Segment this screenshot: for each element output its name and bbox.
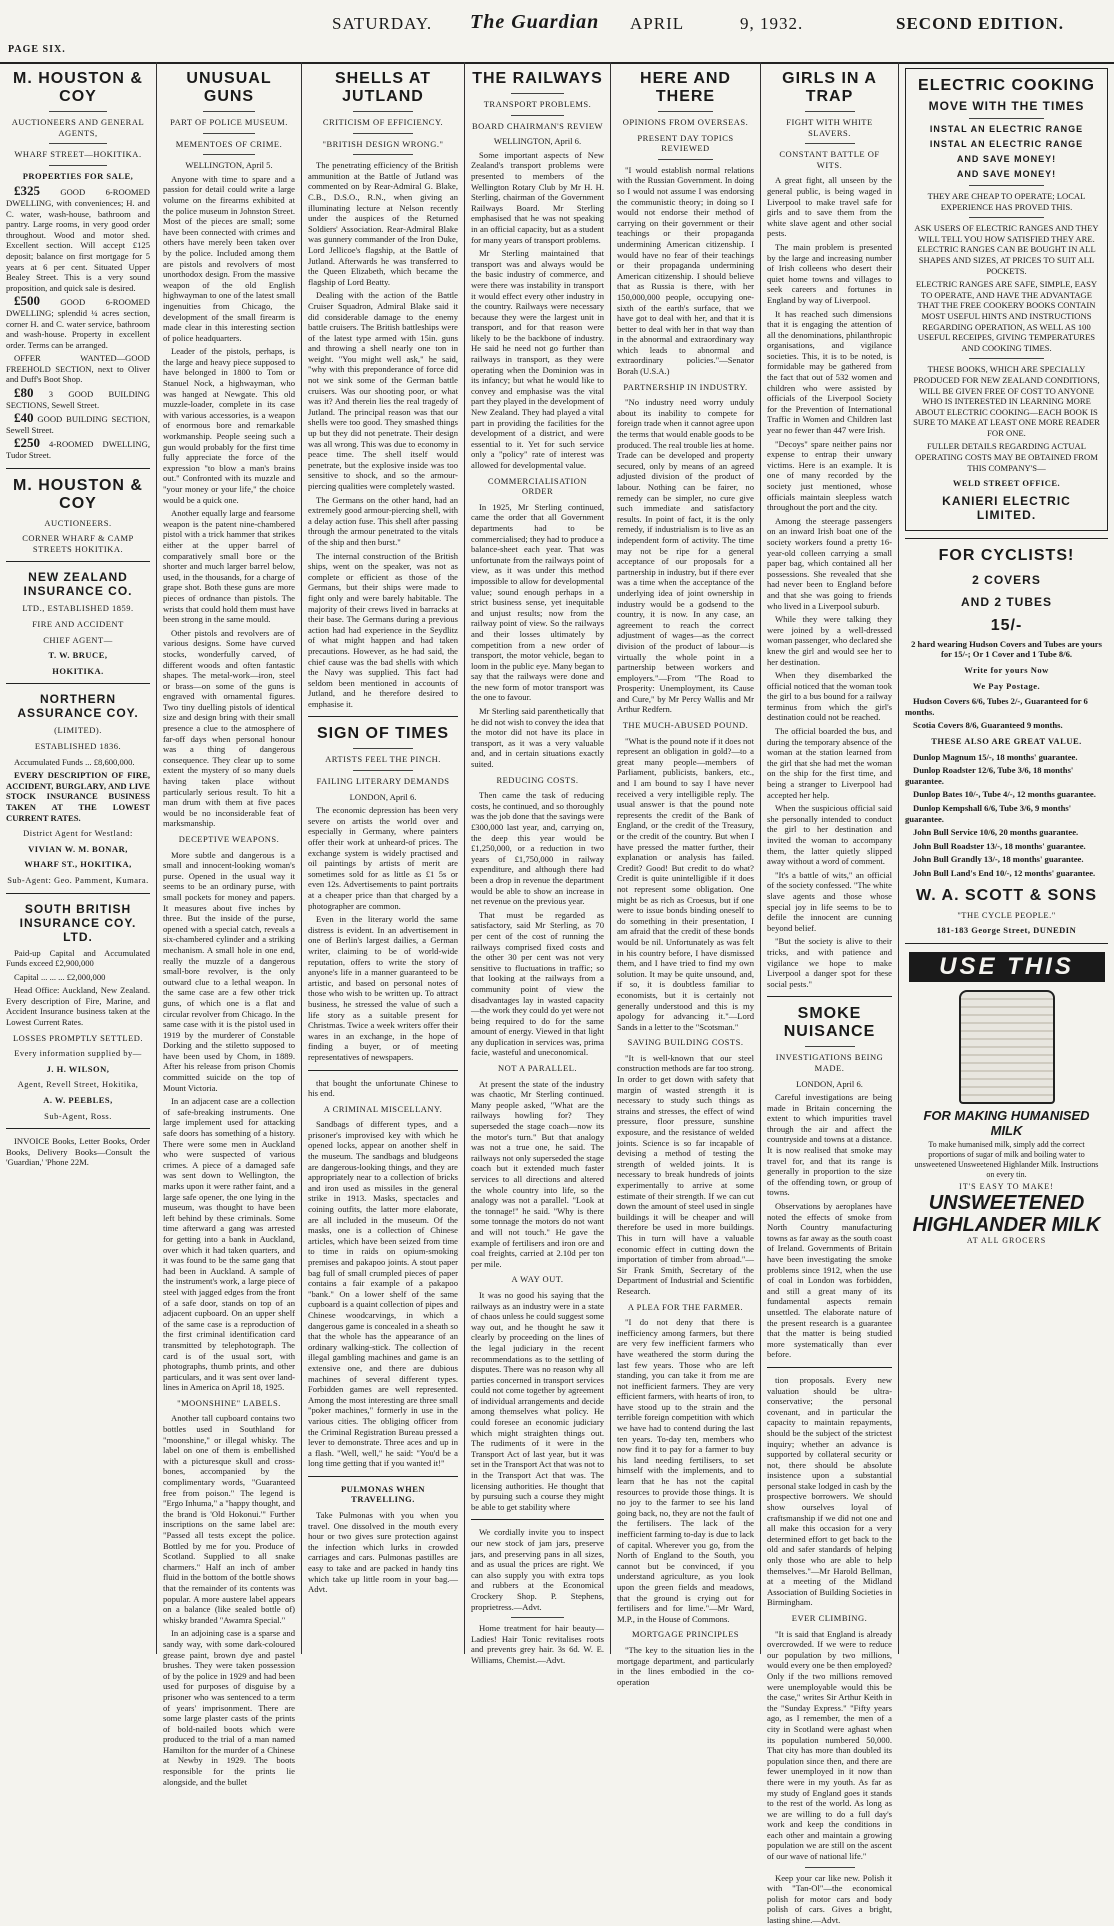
ad-item: Dunlop Roadster 12/6, Tube 3/6, 18 months' guarantee. (905, 765, 1074, 786)
article-paragraph: At present the state of the industry was chaotic, Mr Sterling continued. Many people asked, "What are the railways howling for? They superseded the stage coach—now its the motor's turn." But that analogy was not a true one, he said. The railways not only superseded the stage coach but it extended much faster services to all directions and altered the whole country into life, so the analogy was not a parallel. "Look at the tonnage!" he said. "Why is there some tonnage the motors do not want and will not touch." He gave the example of fertilisers and iron ore and coal freights, carried at 2.10d per ton per mile. (471, 1078, 604, 1269)
insurance-established: LTD., ESTABLISHED 1859. (22, 603, 134, 614)
dateline: LONDON, April 6. (349, 791, 417, 802)
property-ad: £325 GOOD 6-ROOMED DWELLING, with conveniences; H. and C. water, wash-house, bathroom and pantry. Large rooms, in very good order throughout. Wood and motor shed. Excellent section. Will accept £125 deposit; balance on first mortgage for 5 years at 6 per cent. Situated Upper Bealey Street. This is a very sound proposition, and quick sale is desired. (6, 183, 150, 293)
article-paragraph: Other pistols and revolvers are of various designs. Some have curved stocks, wonderfully carved, of different woods and often fantastic shapes. The metal-work—iron, steel or brass—on some of the guns is engraved with ornamental figures. Two tiny duelling pistols of identical size and design bring with their small presence a clue to the atmosphere of far-off days when personal honour was a thing of dangerous consequence. They clear up to some extent the mystery of so many duels having taken place without particularly serious result. To hit a man drum with them at five paces would be no inconsiderable feat of marksmanship. (163, 627, 295, 829)
article-subheading: ARTISTS FEEL THE PINCH. (325, 754, 441, 765)
firm-subheading: AUCTIONEERS AND GENERAL AGENTS, (11, 117, 145, 138)
article-headline: HERE AND THERE (640, 70, 731, 105)
insurance-address: Sub-Agent, Ross. (44, 1110, 112, 1121)
masthead-month: APRIL (630, 14, 685, 33)
article-paragraph: The main problem is presented by the large and increasing number of Irish colleens who desert their quiet home towns and villages to seek careers and fortunes in England by way of Liverpool. (767, 241, 892, 305)
column-railways (464, 62, 610, 1665)
ad-address: 181-183 George Street, DUNEDIN (936, 925, 1077, 936)
insurance-agent: VIVIAN W. M. BONAR, (28, 843, 128, 854)
electric-cooking-ad (905, 68, 1108, 531)
masthead-day: SATURDAY. (332, 14, 433, 33)
insurance-heading: NEW ZEALAND INSURANCE CO. (23, 570, 133, 599)
ad-item: John Bull Service 10/6, 20 months guarantee. (913, 827, 1079, 838)
article-paragraph: Anyone with time to spare and a passion for detail could write a large volume on the firearms exhibited at the police museum in Johnston Street. Most of the pieces are small; some have been connected with crimes and others have merely been taken over by the police. Included among them are pistols and revolvers of most unorthodox design. From the massive weapon of the old English highwayman to one of the latest small ingenuities from Chicago, the development of the small firearm is made clear in this interesting section of police headquarters. (163, 173, 295, 343)
article-paragraph: While they were talking they were joined by a well-dressed woman passenger, who declared she knew the girl and would see her to her destination. (767, 614, 892, 667)
section-heading: NOT A PARALLEL. (497, 1063, 578, 1074)
property-ad: £250 4-ROOMED DWELLING, Tudor Street. (6, 435, 150, 461)
article-paragraph: Among the steerage passengers on an inward Irish boat one of the society workers found a pretty 16-year-old colleen carrying a small paper bag, which contained all her possessions. She revealed that she had never been to England before and that she was going to friends who lived in a Liverpool suburb. (767, 515, 892, 611)
ad-company: W. A. SCOTT & SONS (916, 886, 1097, 904)
article-paragraph: When the suspicious official said she personally intended to conduct the girl to her destination and invited the woman to accompany them, the latter quietly slipped away without a word of comment. (767, 803, 892, 867)
property-ad: OFFER WANTED—GOOD FREEHOLD SECTION, next to Oliver and Duff's Boot Shop. (6, 353, 150, 385)
article-paragraph: "I do not deny that there is inefficiency among farmers, but there are very few inefficient farmers who have weathered the storm during the last few years. Those who are left standing, you can take it from me are not inefficient farmers. They are very efficient farmers, with hearts of iron, to have stood up to the strain and the terrible foreign competition with which we have had to contend during the last ten years. To-day ten, members who now find it to pay for a farmer to buy his land needing fertilisers, to set himself with the implements, and to learn that he has not the capital resources to provide those things. It is no joy to the farmer to see his land going back, no, they are not the fault of the fertilisers. The lack of the inefficient farming to-day is due to lack of capital. Wherever you go, from the North of England to the South, you cannot but be convinced, if you understand agriculture, as you look upon the green fields and meadows, that the ground is crying out for fertilisers and for lime."—Mr Ward, M.P., in the House of Commons. (617, 1317, 754, 1624)
insurance-district: District Agent for Westland: (23, 828, 133, 839)
ad-subheadline: AND 2 TUBES (960, 594, 1052, 609)
insurance-losses: LOSSES PROMPTLY SETTLED. (12, 1032, 144, 1043)
section-heading: PULMONAS WHEN TRAVELLING. (340, 1483, 426, 1505)
article-paragraph: "Decoys" spare neither pains nor expense to entrap their unwary victims. Here is an example. It is one of many recorded by the society just mentioned, whose officials maintain sleepless watch throughout the port and the city. (767, 438, 892, 513)
ad-callout: THESE ALSO ARE GREAT VALUE. (931, 736, 1082, 746)
ad-line: AND SAVE MONEY! (956, 169, 1057, 179)
article-paragraph: When they disembarked the official noticed that the woman took the girl to a bus bound for a railway terminus from which the girl's destination could not be reached. (767, 670, 892, 723)
article-paragraph: that bought the unfortunate Chinese to his end. (308, 1077, 458, 1099)
ad-company: KANIERI ELECTRIC LIMITED. (942, 493, 1071, 522)
section-heading: PARTNERSHIP IN INDUSTRY. (623, 381, 748, 392)
article-paragraph: The official boarded the bus, and during the temporary absence of the woman at the station learned from the girl that she had met the woman on the ship for the first time, and being a stranger to Liverpool had accepted her help. (767, 726, 892, 800)
ad-subheadline: 2 COVERS (972, 572, 1041, 587)
article-paragraph: "What is the pound note if it does not represent an obligation in gold?—to a great many people—members of Parliament, publicists, bankers, etc., and I am bound to say I have never received a very intelligible reply. The usual answer is that the pound note represents the credit of the Bank of England, or the credit of the Treasury, or the credit of the country. But when I have pressed the matter further, their explanation or analysis has failed. Credit? Good! But credit to do what? Credit is quite unintelligible if it does not represent some obligation. One might be as rich as Croesus, but if one were to issue bonds binding oneself to do something in their presentation, I am afraid that the credit of these bonds would be nil. Unfortunately as was felt in his country before, I have dismissed them, and I have tried to find my own solution. It may be quite unsound, and, if so, it is doubtless familiar to economists, but it is certainly not generally understood and this is my apology for advancing it."—Lord Sands in a letter to the "Scotsman." (617, 735, 754, 1032)
article-paragraph: The economic depression has been very severe on artists the world over and especially in Germany, where painters offer their work at unheard-of prices. The exchange system is widely practised and oil paintings by artists of merit are sometimes sold for as little as £1 5s or even 12s. Advertisements to paint portraits at a cheaper price than that charged by a photographer are common. (308, 805, 458, 911)
ad-headline: ELECTRIC COOKING (918, 77, 1095, 94)
section-heading: A PLEA FOR THE FARMER. (627, 1301, 744, 1312)
article-paragraph: That must be regarded as satisfactory, said Mr Sterling, as 70 per cent of the cost of running the railways comprised fixed costs and the other 30 per cent was not very sensitive to fluctuations in traffic; so that looking at the railways from a community point of view the disadvantages lay in wasted capacity—the work they could do yet were not being required to do for the same amount of energy. Viewed in that light any duplication in services was, prima facie, wasteful and uneconomical. (471, 909, 604, 1058)
article-paragraph: In 1925, Mr Sterling continued, came the order that all Government departments had to be commercialised; they had to produce a balance-sheet each year. That was unfortunate from the railways point of view, as it was under this method impossible to allow for developmental value; sound enough perhaps in a strict business sense, yet inequitable and unjust results; now from the railway point of view. So the railways and their losses ultimately by competition from a new order of transport, the motor vehicle, began to loom in the public eye. Many began to say that the railways were done and the new form of motor transport was the one to favour. (471, 501, 604, 703)
article-subheading: FIGHT WITH WHITE SLAVERS. (786, 117, 873, 138)
article-subheading: BOARD CHAIRMAN'S REVIEW (471, 120, 604, 131)
article-paragraph: Then came the task of reducing costs, he continued, and so thoroughly was the job done that the savings were £300,000 last year, and, carrying on, the deep this year would be £1,250,000, or a reduction in two years of £1,750,000 in railway expenditure, and although there had been a drop in revenue the department would be able to show an increase in net revenue on the previous year. (471, 790, 604, 907)
article-subheading: INVESTIGATIONS BEING MADE. (775, 1052, 884, 1073)
column-girls-in-a-trap (760, 62, 898, 1926)
ad-paragraph: THEY ARE CHEAP TO OPERATE; LOCAL EXPERIENCE HAS PROVED THIS. (927, 191, 1086, 212)
article-paragraph: Observations by aeroplanes have noted the effects of smoke from North Country manufacturing towns as far away as the south coast of Ireland. Governments of Britain have been investigating the smoke problems since 1912, when the use of coal in London was forbidden, and still a great many of its fundamental aspects remain unsettled. The elaborate nature of the present research is a guarantee that the matter is being studied more systematically than ever before. (767, 1201, 892, 1360)
column-unusual-guns (156, 62, 301, 1787)
article-paragraph: "No industry need worry unduly about its inability to compete for foreign trade when it cannot agree upon the terms that would enable goods to be produced. The real trouble lies at home. Trade can be developed and property secured, only by means of an agreed adjusted division of the product of labour. Nothing can be fairer, no remedy can be simpler, no cure give such immediate and satisfactory results. In point of fact, it is the only remedy, if industrialism is to live as an independent form of activity. The time may not be ripe for a general acceptance of our proposals for a partnership in industry, but if there ever was a time when the acceptance of the underlying idea of joint ownership in industry would be a godsend to the country, it is now. In any case, an agreement to reach the correct adjustment of wages—as the correct division of the product of labour—is virtually the whole point in a partnership between workers and employers."—From "The Road to Prosperity: Unemployment, its Cause and Cure," by Mr Percy Wallis and Mr Arthur Redfern. (617, 397, 754, 715)
ad-item: Dunlop Kempshall 6/6, Tube 3/6, 9 months' guarantee. (905, 802, 1072, 824)
firm-heading: M. HOUSTON & COY (13, 70, 143, 105)
ad-headline: FOR CYCLISTS! (938, 546, 1075, 564)
article-headline: GIRLS IN A TRAP (782, 70, 877, 105)
advert-paragraph: We cordially invite you to inspect our new stock of jam jars, preserve jars, and preserving pans in all sizes, and as usual the prices are right. We can also supply you with extra tops and rubbers at the Economical Crockery Shop. P. Stephens, proprietress.—Advt. (471, 1527, 604, 1612)
insurance-agent-label: CHIEF AGENT— (43, 634, 113, 645)
insurance-type: FIRE AND ACCIDENT (32, 619, 124, 629)
article-paragraph: "I would establish normal relations with the Russian Government. In doing so I would not assume I was endorsing the communistic theory; in doing so I would not endorse their method of carrying on their government or their teachings or their propaganda undermining American citizenship. I would have no fear of their teachings or their propaganda undermining American citizenship. I should believe that as Russia is there, with her 150,000,000 people, occupying one-sixth of the earth's surface, that we have got to deal with her, and that it is better to deal with her in that way than in the abnormal and extraordinary way which leads to abnormal and extraordinary policies."—Senator Borah (U.S.A.) (617, 164, 754, 377)
invoice-ad: INVOICE Books, Letter Books, Order Books, Delivery Books—Consult the 'Guardian,' 'Phone 22M. (6, 1136, 150, 1168)
firm-heading: M. HOUSTON & COY (13, 476, 143, 512)
milk-brand: UNSWEETENED HIGHLANDER MILK (912, 1192, 1101, 1237)
section-heading: SAVING BUILDING COSTS. (627, 1037, 744, 1048)
milk-banner: USE THIS (909, 952, 1105, 982)
article-paragraph: tion proposals. Every new valuation should be ultra-conservative; the personal covenant, and in particular the capacity to maintain repayments, should be the subject of the strictest inquiry; whether an advance is supported by collateral security or not, there should be absolute insistence upon a substantial personal stake lodged in cash by the prospective borrowers. We should show ourselves loyal of craftsmanship if we did not one and all make this occasion for a very determined effort to get back to the old and safer standards of helping only those who are able to help themselves."—Mr Harold Bellman, at a meeting of the Midland Association of Building Societies in Birmingham. (767, 1374, 892, 1608)
ad-price: 15/- (990, 616, 1023, 634)
column-jutland (301, 62, 464, 1654)
insurance-agent: J. H. WILSON, (46, 1063, 110, 1074)
article-headline: UNUSUAL GUNS (186, 70, 272, 105)
ad-item: John Bull Roadster 13/-, 18 months' guarantee. (913, 840, 1086, 851)
advert-paragraph: Home treatment for hair beauty—Ladies! Hair Tonic revitalises roots and prevents grey hair. 3s 6d. W. E. Williams, Chemist.—Advt. (471, 1623, 604, 1665)
article-paragraph: "It is well-known that our steel construction methods are far too strong. In order to get down with safety that margin of wasted strength it is necessary to study such things as strains and stresses, the effect of wind pressure, floor pressure, sunshine exposure, and the resistance of welded joints. Science is so far incapable of devising a method of testing the strength of welded joints. It is necessary to break hundreds of joints experimentally to arrive at some estimate of their strength. If we can cut down the amount of steel used in single buildings it will be cheaper and will therefore be used in more buildings. This in turn will have a valuable economic effect in cutting down the importation of timber from abroad."—Sir Frank Smith, Secretary of the Department of Industrial and Scientific Research. (617, 1052, 754, 1296)
article-subheading: MEMENTOES OF CRIME. (175, 138, 283, 149)
milk-easy: IT'S EASY TO MAKE! (959, 1181, 1054, 1191)
ad-item: Dunlop Bates 10/-, Tube 4/-, 12 months guarantee. (913, 789, 1096, 800)
ad-office: WELD STREET OFFICE. (952, 478, 1061, 489)
article-paragraph: In an adjoining case is a sparse and sandy way, with some dark-coloured grease paint, brown dye and pastel brushes. They were taken possession of by the police in 1929 and had been used for purposes of disguise by a prisoner who was sentenced to a term of years' imprisonment. There are some large plaster casts of the prints of bold-nailed boots which were produced to the trial of a man named Hamilton for the murder of a Chinese at Newby in 1929. The boots responsible for the prints lie alongside, and the bullet (163, 1628, 295, 1787)
milk-grocers: AT ALL GROCERS (966, 1236, 1047, 1246)
article-paragraph: More subtle and dangerous is a small and innocent-looking woman's purse. Opened in the usual way it seems to be an ordinary purse, with small pockets for money and papers. It measures about five inches by three. But the inside of the purse, opened with a special catch, reveals a six-chambered cylinder and a striking mechanism. A small hole in one end, really the muzzle of a dangerous small-bore revolver, is the only outward clue to a lethal weapon. In the same case are a few other trick guns, of which one is a flat and circular revolver from Chicago. In the same case with it is the pistol used in 1919 by the murderer of Constable Dorking and the stiletto supposed to have been used by Chom, in 1889. After his release from prison Chomis committed suicide on the top of Mount Victoria. (163, 849, 295, 1093)
ad-line: INSTAL AN ELECTRIC RANGE (929, 139, 1084, 149)
property-ad: £500 GOOD 6-ROOMED DWELLING; splendid ¼ acres section, corner H. and C. water service, bathroom and wash-house. Property in excellent order. Terms can be arranged. (6, 293, 150, 350)
section-heading: REDUCING COSTS. (496, 774, 579, 785)
property-ad: £40 GOOD BUILDING SECTION, Sewell Street. (6, 410, 150, 435)
article-paragraph: Mr Sterling maintained that transport was and always would be the basic industry of commerce, and were there was instability in transport it would effect every other industry in the country. Railways were necessary because they were the largest unit in transport, and for that reason were likely to be the backbone of industry. He said he need not go further than railways in transport, as they were operating when the Dominion was in its infancy; but what he would like to convey and emphasise was the vital part they played in the development of New Zealand. They had played a vital part in providing the facilities for the development of a district, and were essential to it. Yet for such service only a "policy" rate of interest was allowed for developmental value. (471, 248, 604, 470)
article-paragraph: Some important aspects of New Zealand's transport problems were presented to members of the Wellington Rotary Club by Mr H. H. Sterling, chairman of the Government Railways Board. Mr Sterling emphasised that he was not speaking in an official capacity, but as a student for many years of transport problems. (471, 149, 604, 245)
ad-line: AND SAVE MONEY! (956, 154, 1057, 164)
article-paragraph: A great fight, all unseen by the general public, is being waged in Liverpool to make travel safe for girls and to save them from the white slave agent and other social pests. (767, 175, 892, 239)
milk-ad (909, 952, 1105, 1282)
ad-item: Dunlop Magnum 15/-, 18 months' guarantee. (913, 751, 1078, 762)
insurance-text: EVERY DESCRIPTION OF FIRE, ACCIDENT, BURGLARY, AND LIVE STOCK INSURANCE BUSINESS TAKEN AT THE LOWEST CURRENT RATES. (6, 770, 150, 823)
dateline: WELLINGTON, April 5. (185, 160, 273, 171)
article-paragraph: "It is said that England is already overcrowded. If we were to reduce our population by two millions, would every one be then employed? Only if the two millions removed were unemployable would this be the case," writes Sir Arthur Keith in the "Sunday Express." "Fifty years ago, as I remember, the men of a city in Scotland were aghast when its population numbered 50,000. That city has more than doubled its population since then, and there are fewer unemployed in it now than there were in my youth. As far as my study of England goes it stands to the rest of the world. As long as we are willing to do a full day's work and keep the conditions in each other and maintain a growing population we are still on the ascent of our wave of national life." (767, 1628, 892, 1862)
article-subheading: PART OF POLICE MUSEUM. (170, 117, 288, 127)
newspaper-title: The Guardian (470, 11, 600, 33)
ad-tagline: "THE CYCLE PEOPLE." (957, 909, 1056, 920)
property-ad: £80 3 GOOD BUILDING SECTIONS, Sewell Street. (6, 385, 150, 410)
article-paragraph: Another tall cupboard contains two bottles used in Southland for "moonshine," or illegal whisky. The label on one of them is embellished with a picturesque skull and cross-bones, accompanied by the complimentary words, "Guaranteed free from poison." The legend is "Ergo Inhuma," a "happy thought, and the brand is 'Old Hokonui.'" Further inscriptions on the same label are: "Passed all tests except the police. Bottled by me for you. Produce of Scotland. Supplied to all snake charmers." Half an inch of amber fluid in the bottom of the bottle shows that the remainder of its contents was popular. A more austere label appears on a balance (like sealed bottle of) whisky branded "Awamra Special." (163, 1413, 295, 1625)
article-paragraph: "It's a battle of wits," an official of the society confessed. "The white slave agents and those whose special joy in life seems to be to defile the innocent are cunning beyond belief. (767, 869, 892, 933)
insurance-heading: NORTHERN ASSURANCE COY. (17, 692, 139, 721)
insurance-town: HOKITIKA. (52, 665, 104, 676)
insurance-address: Agent, Revell Street, Hokitika, (17, 1079, 139, 1090)
column-classifieds (0, 62, 156, 1654)
article-subheading: CONSTANT BATTLE OF WITS. (779, 149, 880, 170)
article-paragraph: It was no good his saying that the railways as an industry were in a state of chaos unless he could suggest some way out, and he thought he saw it clearly by proceeding on the lines of the legal judiciary in the recent recommendations as to the settling of disputes. There was no reason why all parties concerned in transport services could not come together by agreement of individual arrangements and decide among themselves what policy. He could foresee an economic judiciary which might straighten things out. The rudiments of it were in the Transport Act of last year, but it was set in the Transport Act that was not to in the Transport Act that was. The licensing authorities. He thought that by pursuing such a course they might be able to get stability where (471, 1289, 604, 1512)
insurance-agent: A. W. PEEBLES, (43, 1095, 113, 1106)
article-paragraph: Careful investigations are being made in Britain concerning the extent to which impurities travel through the air and affect the countryside and towns at a distance. It is now realised that smoke may travel for, and that its range is generally in proportion to the size of the offending town, or group of towns. (767, 1092, 892, 1198)
cycle-price-list (905, 752, 1108, 879)
article-subheading: FAILING LITERARY DEMANDS (316, 776, 450, 787)
ad-paragraph: THESE BOOKS, WHICH ARE SPECIALLY PRODUCED FOR NEW ZEALAND CONDITIONS, WILL BE GIVEN FREE OF COST TO ANYONE WHO IS INTERESTED IN LEARNING MORE ABOUT ELECTRIC COOKING—EACH BOOK IS SURE TO MAKE AT LEAST ONE MORE READER FOR ONE. (913, 364, 1100, 438)
milk-for: FOR MAKING HUMANISED MILK (923, 1107, 1090, 1138)
dateline: WELLINGTON, April 6. (493, 136, 582, 147)
ad-item: John Bull Grandly 13/-, 18 months' guarantee. (913, 854, 1084, 865)
ad-paragraph: FULLER DETAILS REGARDING ACTUAL OPERATING COSTS MAY BE OBTAINED FROM THIS COMPANY'S— (915, 441, 1098, 473)
column-advertisements (898, 62, 1114, 1654)
properties-heading: PROPERTIES FOR SALE, (22, 170, 134, 181)
milk-instructions: To make humanised milk, simply add the correct proportions of sugar of milk and boiling water to unsweetened Unsweetened Highlander Milk. Instructions on every tin. (914, 1139, 1099, 1179)
ad-subheadline: MOVE WITH THE TIMES (928, 99, 1085, 113)
ad-item: Scotia Covers 8/6, Guaranteed 9 months. (913, 720, 1063, 731)
insurance-established: ESTABLISHED 1836. (34, 740, 122, 751)
section-heading: EVER CLIMBING. (791, 1613, 868, 1623)
article-paragraph: "But the society is alive to their tricks, and with patience and vigilance we hope to make Liverpool a danger spot for these social pests." (767, 936, 892, 989)
section-heading: A CRIMINAL MISCELLANY. (323, 1103, 443, 1114)
firm-address: WHARF STREET—HOKITIKA. (14, 149, 142, 160)
article-subheading: OPINIONS FROM OVERSEAS. (622, 117, 749, 127)
article-paragraph: Even in the literary world the same distress is evident. In an advertisement in one of Berlin's largest dailies, a German writer, claiming to be of world-wide reputation, offers to write the story of anyone's life in a manner guaranteed to be artistic, and based on personal notes of those who wish to be written up. To attract business, he stressed the value of such a life story as a suitable present for Christmas. Twice a week writers offer their wares in an exchange, in the hope of finding a buyer, or of meeting representatives of newspapers. (308, 914, 458, 1062)
article-paragraph: It has reached such dimensions that it is engaging the attention of all the denominations, philanthropic organisations, and vigilance societies. This, it is to be noted, is formidable may be gathered from the fact that out of 532 women and children who were assisted by officials of the Liverpool Society for the Prevention of International Traffic in Women and Children last year no fewer than 447 were Irish. (767, 308, 892, 436)
page-number: PAGE SIX. (8, 44, 66, 55)
article-paragraph: Dealing with the action of the Battle Cruiser Squadron, Admiral Blake said it did considerable damage to the enemy battle cruisers. The British battleships were of the latest type armed with 15in. guns and throwing a shell nearly one ton in weight. "You might well ask," he said, "why with this preponderance of force did not we sink some of the German battle cruisers. Was our shooting poor, or what was it? And therein lies the real tragedy of Jutland. The principal reason was that our shells were too good. They smashed things up but they did not penetrate. Their design was all wrong. This was due to economy in peace time. The shell itself would penetrate, but the explosive inside was too sensitive to shock, and so the armour-piercing qualities were completely wasted. (308, 290, 458, 491)
article-paragraph: In an adjacent case are a collection of safe-breaking instruments. One large implement used for attacking safe doors has something of a history. There were some men in Auckland who were suspected of various crimes. A piece of a damaged safe was sent down to Wellington, the marks upon it were rather faint, and a large safe opener, the one lying in the museum, was thought to have been left behind by these criminals. Some time afterward a gang was arrested for getting into a bank in Auckland, over which it had taken quarters, and it was found to be the same gang that had been in Auckland. A sample of the instrument's work, a large piece of steel with jagged edges from the front of a safe door, stands on top of an adjacent cupboard. On an upper shelf of the same case is a reproduction of the first criminal identification card transmitted by telephotograph. The card is of the usual sort, with photographs, thumb prints, and other particulars, and it was sent over land-lines in America on April 18, 1925. (163, 1096, 295, 1393)
article-subheading: CRITICISM OF EFFICIENCY. (322, 117, 444, 127)
ad-paragraph: ASK USERS OF ELECTRIC RANGES AND THEY WILL TELL YOU HOW SATISFIED THEY ARE. ELECTRIC RANGES CAN BE BOUGHT IN ALL SHAPES AND SIZES, AT PRICES TO SUIT ALL POCKETS. (914, 223, 1099, 276)
article-paragraph: Mr Sterling said parenthetically that he did not wish to convey the idea that the motor did not have its place in transport, as it was a very valuable and, and in certain situations exactly suited. (471, 706, 604, 770)
ad-paragraph: ELECTRIC RANGES ARE SAFE, SIMPLE, EASY TO OPERATE, AND HAVE THE ADVANTAGE THAT THE FREE COOKERY BOOKS CONTAIN MOST USEFUL HINTS AND INSTRUCTIONS REGARDING OPERATION, AS WELL AS 100 USEFUL RECEIPES, GIVING TEMPERATURES AND COOKING TIMES. (915, 279, 1098, 353)
section-heading: "MOONSHINE" LABELS. (177, 1397, 281, 1408)
article-subheading: TRANSPORT PROBLEMS. (483, 99, 592, 109)
article-paragraph: The penetrating efficiency of the British ammunition at the Battle of Jutland was commented on by Rear-Admiral G. Blake, C.B., D.S.O., R.N., when giving an illuminating lecture at Nelson recently under the auspices of the Returned Soldiers' Association. Rear-Admiral Blake was gunnery commander of the Iron Duke, Lord Jellicoe's flagship, at the Battle of Jutland. Afterwards he was transferred to the Queen Elizabeth, which became the flagship of Lord Beatty. (308, 160, 458, 287)
ad-item: John Bull Land's End 10/-, 12 months' guarantee. (913, 867, 1096, 878)
article-headline: SMOKE NUISANCE (783, 1005, 876, 1041)
article-paragraph: "The key to the situation lies in the mortgage department, and particularly in the lines embodied in the co-operation (617, 1644, 754, 1687)
article-paragraph: Another equally large and fearsome weapon is the patent nine-chambered pistol with a trick hammer that strikes either at the upper barrel of comparatively small bore or the shorter and much larger barrel below, used, in the thousands, for a charge of grape shot. Both these guns are more pieces of ordnance than pistols. The wrists that could hold them must have been strong in the same mould. (163, 508, 295, 625)
ad-callout: Write for yours Now (964, 665, 1049, 676)
article-headline: THE RAILWAYS (472, 70, 603, 87)
article-headline: SIGN OF TIMES (316, 725, 450, 743)
article-paragraph: Sandbags of different types, and a prisoner's improvised key with which he opened locks, appear on another shelf in the museum. The sandbags and bludgeons are dangerous-looking things, and they are appropriately near to a collection of bricks and iron used as missiles in the general strike in 1913. Masks, spectacles and coining outfits, the latter more elaborate, are all included in the museum. Of the masks, one is a collection of Chinese articles, which have been seized from time to time in raids on opium-smoking premises and pakapoo joints. A stout paper bag full of small crumpled pieces of paper contains a fair example of a pakapoo "bank." On a lower shelf of the same cupboard is a quaint collection of pipes and Chinese woodcarvings, in which a dangerous game is concealed in a sheath so that the whole has the appearance of an ordinary walking-stick. The collection of illegal gambling machines and game is an extensive one, and there are dubious machines of several different types. Forbidden games are well represented. Among the most interesting are three small "poker machines," formerly in use in the various cities. The obliging officer from the Criminal Registration Bureau pressed a lever to demonstrate. Three aces and up in a flash. "Well, well," he said: "You'd be a long time getting that if you wanted it!" (308, 1119, 458, 1469)
article-subheading: "BRITISH DESIGN WRONG." (322, 138, 444, 149)
article-paragraph: The Germans on the other hand, had an extremely good armour-piercing shell, with a delay action fuse. This shell after passing through the armour penetrated to the vitals of the ship and then burst." (308, 494, 458, 547)
section-heading: MORTGAGE PRINCIPLES (632, 1629, 739, 1640)
insurance-info: Every information supplied by— (14, 1048, 142, 1059)
article-subheading: PRESENT DAY TOPICS REVIEWED (637, 132, 734, 154)
article-paragraph: The internal construction of the British ships, went on the speaker, was not as complete or efficient as those of the Germans, but their ships were made to fight only and were barely habitable. The majority of their crews lived in barracks at their base. The Germans during a previous action had had experience in the Seydlitz of what might happen and had taken precautions. However, as he had said, the chief cause was the bad shells with which the Navy was supplied. This fact had seldom been mentioned in accounts of Jutland, and he therefore desired to emphasise it. (308, 550, 458, 709)
masthead (0, 0, 1114, 64)
ad-item: Hudson Covers 6/6, Tubes 2/-, Guaranteed for 6 months. (905, 696, 1088, 717)
masthead-date: 9, 1932. (740, 14, 804, 33)
ad-paragraph: 2 hard wearing Hudson Covers and Tubes are yours for 15/-; Or 1 Cover and 1 Tube 8/6. (911, 638, 1102, 660)
insurance-funds: Accumulated Funds ... £8,600,000. (14, 756, 135, 767)
column-here-and-there (610, 62, 760, 1687)
insurance-subagent: Sub-Agent: Geo. Pamment, Kumara. (7, 874, 149, 885)
insurance-address: WHARF ST., HOKITIKA, (24, 859, 132, 870)
section-heading: THE MUCH-ABUSED POUND. (622, 720, 749, 731)
article-paragraph: Take Pulmonas with you when you travel. One dissolved in the mouth every hour or two gives sure protection against the infection which lurks in crowded carriages and cars. Pulmonas pastilles are easy to take and are packed in handy tins which take up little room in your bag.—Advt. (308, 1510, 458, 1595)
article-paragraph: Leader of the pistols, perhaps, is the large and heavy piece supposed to have belonged in 1800 to Tom or Stanuel Nock, a highwayman, who was hanged at Newgate. This old muzzle-loader, complete in its case with various accessories, is a weapon of enormous bore and remarkable workmanship. People seeing such a gun would probably for the first time fully appreciate the force of the expression "to blow a man's brains out." Confronted with its muzzle and "your money or your life," the choice would be a quick one. (163, 346, 295, 505)
insurance-agent: T. W. BRUCE, (48, 650, 108, 661)
insurance-capital: Paid-up Capital and Accumulated Funds exceed £2,900,000 (6, 947, 150, 969)
insurance-capital: Capital ... ... ... £2,000,000 (14, 971, 106, 982)
advert-paragraph: Keep your car like new. Polish it with "Tan-Ol"—the economical polish for motor cars and body polish of cars. Gives a bright, lasting shine.—Advt. (767, 1872, 892, 1926)
ad-line: INSTAL AN ELECTRIC RANGE (929, 124, 1084, 134)
insurance-ltd: (LIMITED). (54, 725, 102, 736)
firm-address: CORNER WHARF & CAMP STREETS HOKITIKA. (22, 533, 134, 554)
section-heading: A WAY OUT. (511, 1274, 564, 1285)
firm-subheading: AUCTIONEERS. (44, 517, 112, 528)
article-headline: SHELLS AT JUTLAND (334, 70, 432, 105)
section-heading: COMMERCIALISATION ORDER (487, 475, 588, 497)
insurance-text: Head Office: Auckland, New Zealand. Every description of Fire, Marine, and Accident Insurance business taken at the Lowest Current Rates. (6, 985, 150, 1028)
ad-callout: We Pay Postage. (972, 680, 1041, 691)
section-heading: DECEPTIVE WEAPONS. (178, 834, 280, 844)
dateline: LONDON, April 6. (796, 1078, 863, 1089)
edition-label: SECOND EDITION. (896, 14, 1065, 33)
milk-can-icon (959, 990, 1055, 1104)
insurance-heading: SOUTH BRITISH INSURANCE COY. LTD. (19, 901, 137, 944)
